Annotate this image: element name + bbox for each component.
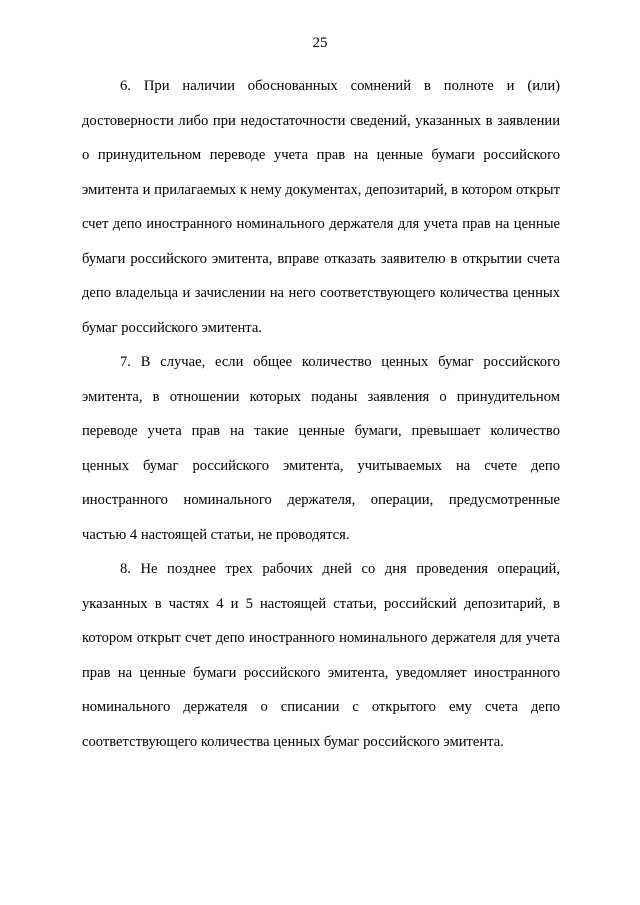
- document-body: [82, 69, 560, 759]
- paragraph-7: 7. В случае, если общее количество ценных бумаг российского эмитента, в отношении которых поданы заявления о принудительном переводе учета прав на такие ценные бумаги, превышает количество ценных бумаг российского эмитента, учитываемых на счете депо иностранного номинального держателя, операции, предусмотренные частью 4 настоящей статьи, не проводятся.: [82, 354, 560, 543]
- paragraph-8: 8. Не позднее трех рабочих дней со дня проведения операций, указанных в частях 4 и 5 настоящей статьи, российский депозитарий, в котором открыт счет депо иностранного номинального держателя для учета прав на ценные бумаги российского эмитента, уведомляет иностранного номинального держателя о списании с открытого ему счета депо соответствующего количества ценных бумаг российского эмитента.: [82, 561, 560, 750]
- paragraph-6: 6. При наличии обоснованных сомнений в полноте и (или) достоверности либо при недостаточности сведений, указанных в заявлении о принудительном переводе учета прав на ценные бумаги российского эмитента и прилагаемых к нему документах, депозитарий, в котором открыт счет депо иностранного номинального держателя для учета прав на ценные бумаги российского эмитента, вправе отказать заявителю в открытии счета депо владельца и зачислении на него соответствующего количества ценных бумаг российского эмитента.: [82, 78, 560, 336]
- page-number: 25: [312, 35, 328, 51]
